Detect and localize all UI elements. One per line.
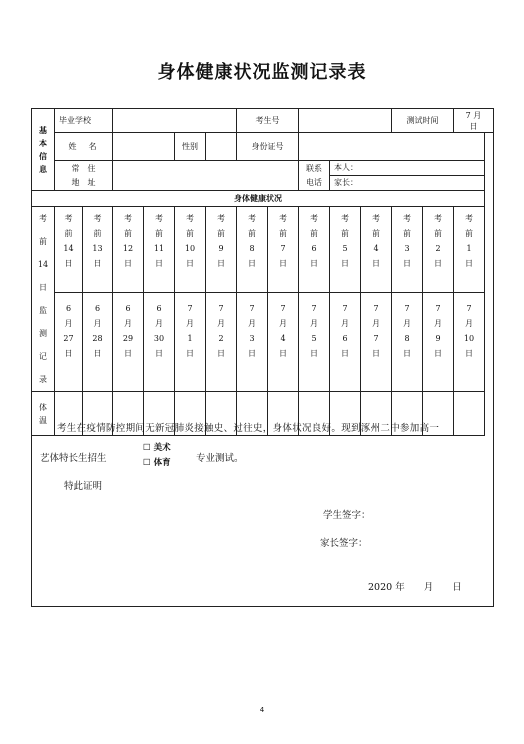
day-before-10: 考 前 10 日	[175, 207, 206, 293]
option-art[interactable]: ☐ 美术	[143, 443, 171, 453]
statement-line-2-suffix: 专业测试。	[196, 453, 244, 464]
date-0628: 6 月 28 日	[83, 292, 113, 391]
health-form-table	[31, 108, 494, 436]
day-before-3: 考 前 3 日	[392, 207, 423, 293]
day-before-11: 考 前 11 日	[144, 207, 175, 293]
day-before-4: 考 前 4 日	[361, 207, 392, 293]
day-before-2: 考 前 2 日	[423, 207, 454, 293]
option-pe[interactable]: ☐ 体育	[143, 458, 171, 468]
name-field[interactable]	[113, 133, 175, 161]
contact-label: 联系 电话	[299, 161, 330, 191]
date-0705: 7 月 5 日	[299, 292, 330, 391]
day-before-7: 考 前 7 日	[268, 207, 299, 293]
date-0710: 7 月 10 日	[454, 292, 485, 391]
monitor-side-label: 考 前 14 日 监 测 记 录	[32, 207, 55, 392]
basic-info-side-label: 基 本 信 息	[32, 109, 55, 191]
date-0706: 7 月 6 日	[330, 292, 361, 391]
id-number-field[interactable]	[299, 133, 485, 161]
self-phone-field[interactable]: 本人：	[330, 161, 484, 176]
date-0627: 6 月 27 日	[55, 292, 83, 391]
parent-phone-field[interactable]: 家长：	[334, 178, 358, 187]
contact-fields	[330, 161, 485, 191]
health-section-title: 身体健康状况	[32, 191, 485, 207]
school-field[interactable]	[113, 109, 237, 133]
day-before-5: 考 前 5 日	[330, 207, 361, 293]
exam-no-label: 考生号	[237, 109, 299, 133]
gender-field[interactable]	[206, 133, 237, 161]
student-sign-label: 学生签字：	[323, 510, 371, 521]
date-0702: 7 月 2 日	[206, 292, 237, 391]
parent-sign-label: 家长签字：	[320, 538, 368, 549]
date-0629: 6 月 29 日	[113, 292, 144, 391]
name-label: 姓 名	[55, 133, 113, 161]
address-field[interactable]	[113, 161, 299, 191]
certify-text: 特此证明	[64, 481, 103, 492]
checkbox-pe-icon[interactable]: ☐	[143, 458, 151, 468]
test-time-label: 测试时间	[392, 109, 454, 133]
date-0701: 7 月 1 日	[175, 292, 206, 391]
day-before-13: 考 前 13 日	[83, 207, 113, 293]
exam-no-field[interactable]	[299, 109, 392, 133]
day-before-1: 考 前 1 日	[454, 207, 485, 293]
form-title: 身体健康状况监测记录表	[157, 62, 367, 83]
date-0703: 7 月 3 日	[237, 292, 268, 391]
id-number-label: 身份证号	[237, 133, 299, 161]
date-0709: 7 月 9 日	[423, 292, 454, 391]
page-number: 4	[259, 706, 265, 714]
date-0708: 7 月 8 日	[392, 292, 423, 391]
temperature-label: 体 温	[32, 392, 55, 436]
date-0707: 7 月 7 日	[361, 292, 392, 391]
address-label: 常 住 地 址	[55, 161, 113, 191]
test-time-field[interactable]: 7 月 日	[454, 109, 494, 133]
day-before-14: 考 前 14 日	[55, 207, 83, 293]
checkbox-art-icon[interactable]: ☐	[143, 443, 151, 453]
date-0630: 6 月 30 日	[144, 292, 175, 391]
school-label: 毕业学校	[55, 109, 113, 133]
sign-date-line: 2020 年 月 日	[368, 582, 462, 593]
gender-label: 性别	[175, 133, 206, 161]
day-before-8: 考 前 8 日	[237, 207, 268, 293]
statement-line-1: 考生在疫情防控期间无新冠肺炎接触史、过往史，身体状况良好。现到涿州二中参加高一	[57, 423, 440, 434]
day-before-6: 考 前 6 日	[299, 207, 330, 293]
day-before-9: 考 前 9 日	[206, 207, 237, 293]
date-0704: 7 月 4 日	[268, 292, 299, 391]
day-before-12: 考 前 12 日	[113, 207, 144, 293]
statement-line-2-prefix: 艺体特长生招生	[40, 453, 107, 464]
